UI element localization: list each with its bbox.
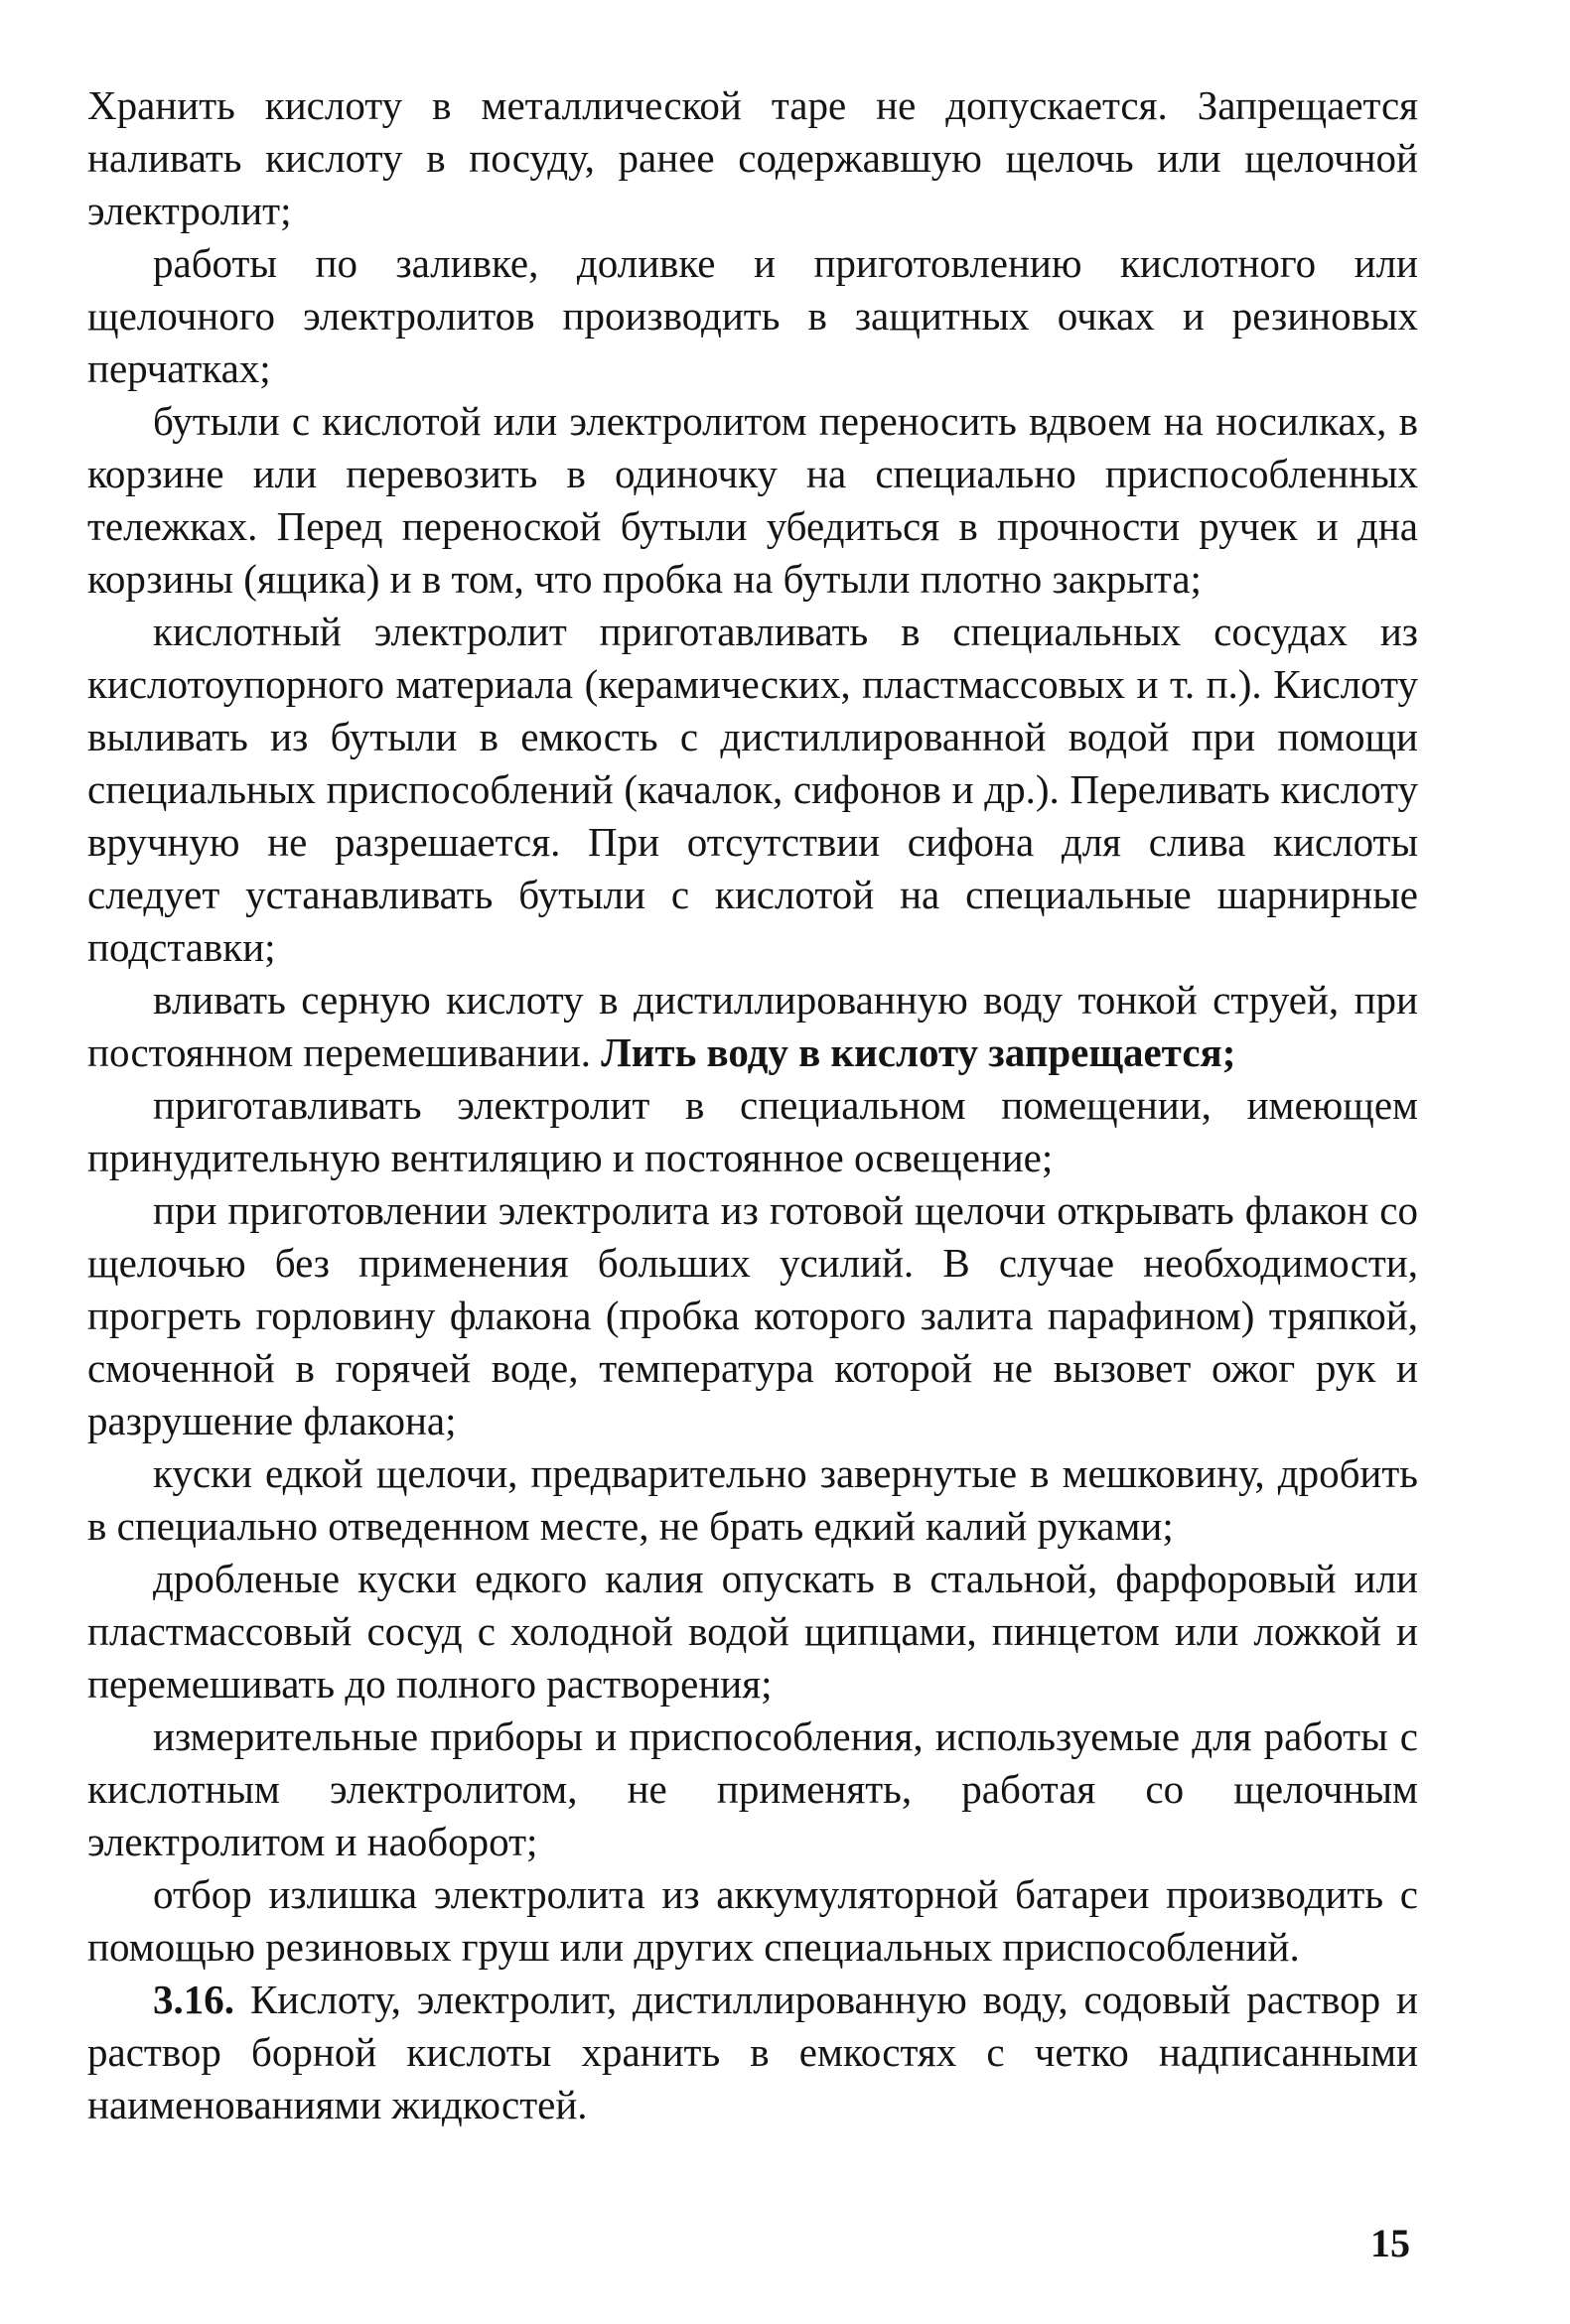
paragraph-text: кислотный электролит приготавливать в специальных сосудах из кислотоупорного материала (керамических, пластмассовых и т. п.). Кислоту выливать из бутыли в емкость с дистиллированной водой при помощи специальных приспособлений (качалок, сифонов и др.). Переливать кислоту вручную не разрешается. При отсутствии сифона для слива кислоты следует устанавливать бутыли с кислотой на специальные шарнирные подставки; [87,609,1418,970]
paragraph-text: дробленые куски едкого калия опускать в стальной, фарфоровый или пластмассовый сосуд с холодной водой щипцами, пинцетом или ложкой и перемешивать до полного растворения; [87,1556,1418,1707]
paragraph-bold-warning: Лить воду в кислоту запрещается; [601,1029,1236,1075]
paragraph-text: Кислоту, электролит, дистиллированную воду, содовый раствор и раствор борной кислоты хранить в емкостях с четко надписанными наименованиями жидкостей. [87,1977,1418,2127]
paragraph-text: работы по заливке, доливке и приготовлению кислотного или щелочного электролитов производить в защитных очках и резиновых перчатках; [87,240,1418,391]
paragraph-text: приготавливать электролит в специальном помещении, имеющем принудительную вентиляцию и постоянное освещение; [87,1082,1418,1180]
paragraph-text: вливать серную кислоту в дистиллированную воду тонкой струей, при постоянном перемешивании. [87,977,1418,1075]
paragraph-9 [87,1553,1418,1710]
paragraph-10 [87,1710,1418,1868]
paragraph-4 [87,606,1418,974]
paragraph-1 [87,79,1418,237]
paragraph-5 [87,974,1418,1079]
paragraph-2 [87,237,1418,395]
paragraph-11 [87,1868,1418,1974]
paragraph-text: куски едкой щелочи, предварительно завернутые в мешковину, дробить в специально отведенном месте, не брать едкий калий руками; [87,1450,1418,1549]
page-number: 15 [1370,2221,1410,2265]
paragraph-text: отбор излишка электролита из аккумуляторной батареи производить с помощью резиновых груш или других специальных приспособлений. [87,1871,1418,1970]
document-page [87,79,1418,2131]
paragraph-text: при приготовлении электролита из готовой щелочи открывать флакон со щелочью без применения больших усилий. В случае необходимости, прогреть горловину флакона (пробка которого залита парафином) тряпкой, смоченной в горячей воде, температура которой не вызовет ожог рук и разрушение флакона; [87,1187,1418,1443]
paragraph-text: Хранить кислоту в металлической таре не допускается. Запрещается наливать кислоту в посуду, ранее содержавшую щелочь или щелочной электролит; [87,82,1418,233]
paragraph-12 [87,1974,1418,2131]
paragraph-3 [87,395,1418,606]
paragraph-8 [87,1447,1418,1553]
paragraph-6 [87,1079,1418,1184]
paragraph-text: бутыли с кислотой или электролитом переносить вдвоем на носилках, в корзине или перевозить в одиночку на специально приспособленных тележках. Перед переноской бутыли убедиться в прочности ручек и дна корзины (ящика) и в том, что пробка на бутыли плотно закрыта; [87,398,1418,602]
paragraph-text: измерительные приборы и приспособления, используемые для работы с кислотным электролитом, не применять, работая со щелочным электролитом и наоборот; [87,1713,1418,1864]
section-number: 3.16. [153,1977,234,2022]
paragraph-7 [87,1184,1418,1447]
